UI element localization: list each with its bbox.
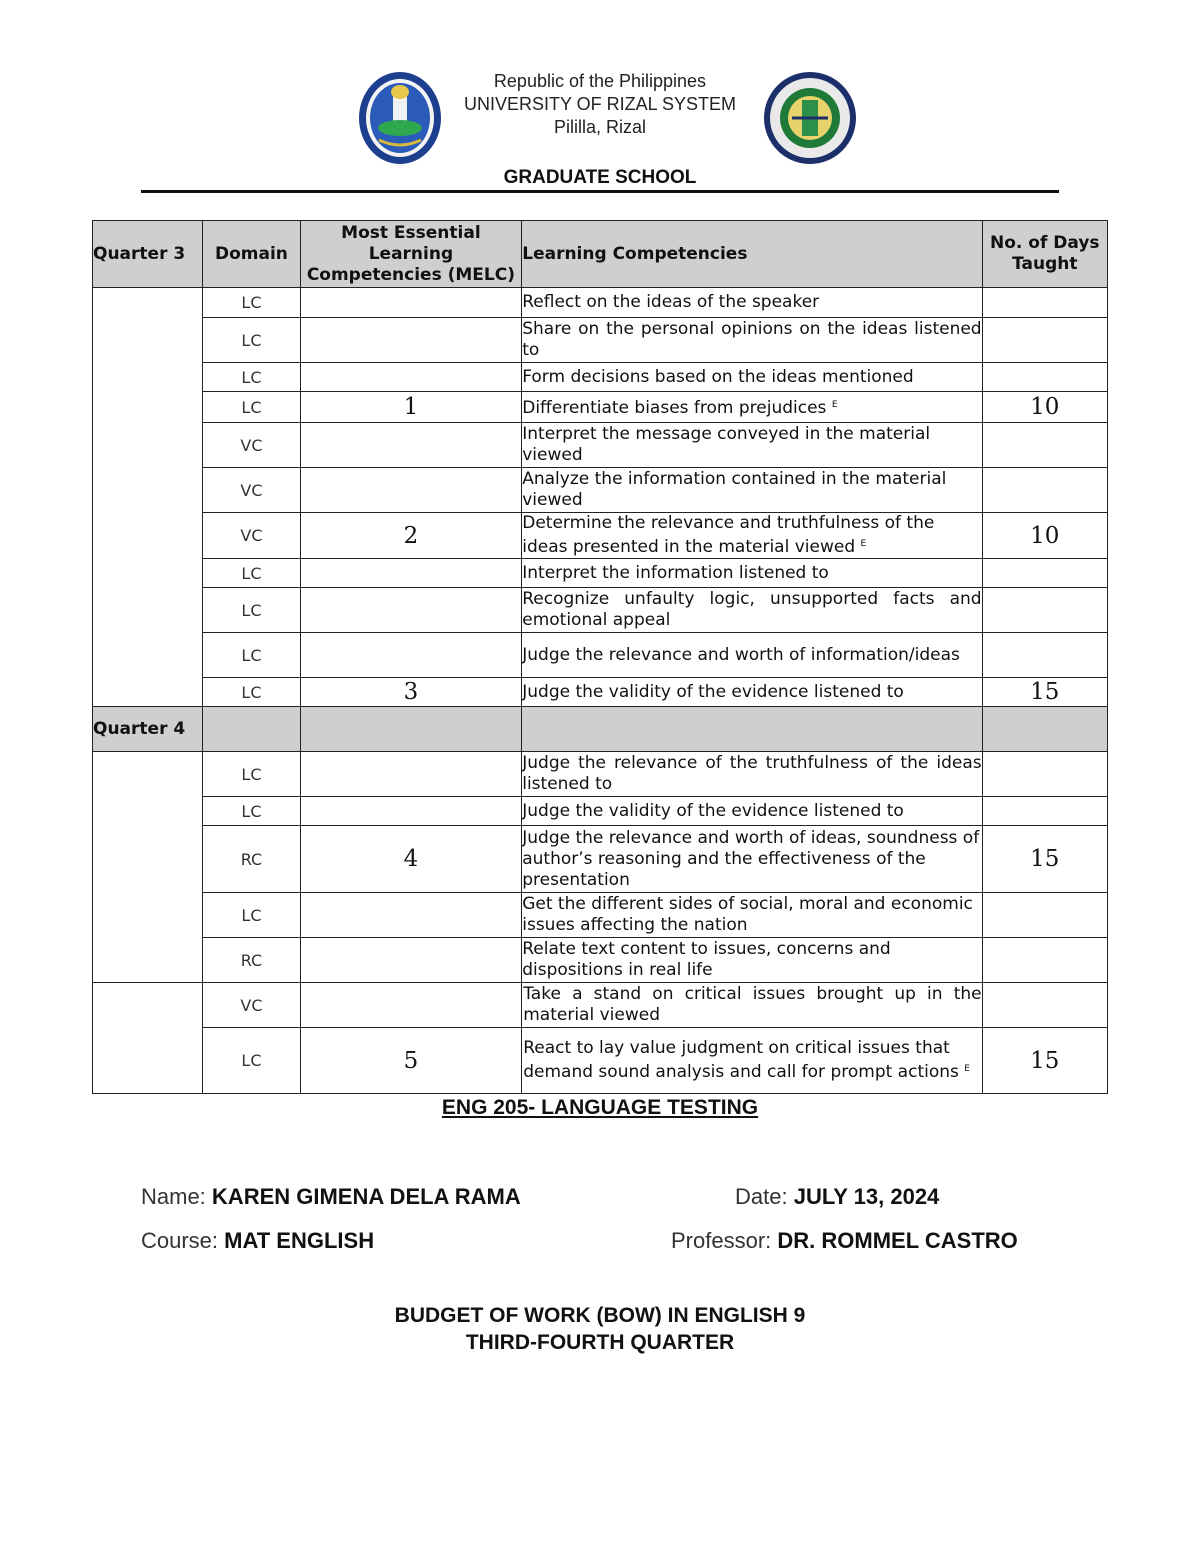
melc-cell: 2 [300,513,522,559]
name-field [141,1184,521,1210]
domain-cell: VC [203,983,300,1028]
grey-cell [522,707,982,752]
days-cell [982,468,1107,513]
days-cell [982,633,1107,678]
melc-cell: 4 [300,826,522,893]
melc-cell [300,318,522,363]
melc-cell: 5 [300,1028,522,1094]
melc-cell [300,797,522,826]
domain-cell: LC [203,318,300,363]
table-row [93,513,1108,559]
competency-cell [522,392,982,423]
quarter-4-cell [93,752,203,983]
competency-cell [522,1028,982,1094]
name-label: Name: [141,1184,206,1209]
melc-cell [300,983,522,1028]
days-cell [982,559,1107,588]
days-cell: 10 [982,392,1107,423]
course-value: MAT ENGLISH [224,1228,375,1253]
melc-header: Most Essential Learning Competencies (MELC) [300,221,522,288]
competency-cell: Recognize unfaulty logic, unsupported facts and emotional appeal [522,588,982,633]
table-header-row [93,221,1108,288]
date-label: Date: [735,1184,788,1209]
table-row [93,633,1108,678]
days-cell: 15 [982,1028,1107,1094]
competency-cell: Form decisions based on the ideas mentioned [522,363,982,392]
domain-cell: LC [203,559,300,588]
table-row [93,363,1108,392]
competencies-header: Learning Competencies [522,221,982,288]
table-row [93,983,1108,1028]
name-value: KAREN GIMENA DELA RAMA [211,1184,521,1209]
domain-cell: RC [203,938,300,983]
days-cell [982,288,1107,318]
grey-cell [982,707,1107,752]
table-row [93,318,1108,363]
domain-cell: LC [203,633,300,678]
table-row [93,288,1108,318]
competency-cell: Get the different sides of social, moral and economic issues affecting the nation [522,893,982,938]
quarter-4-extra-cell [93,983,203,1094]
professor-value: DR. ROMMEL CASTRO [777,1228,1018,1253]
competency-cell: Judge the relevance and worth of ideas, soundness of author’s reasoning and the effectiveness of the presentation [522,826,982,893]
competency-cell: Judge the relevance and worth of information/ideas [522,633,982,678]
competency-text: React to lay value judgment on critical issues that demand sound analysis and call for prompt actions [523,1038,959,1082]
table-row [93,588,1108,633]
course-label: Course: [141,1228,219,1253]
table-row [93,797,1108,826]
melc-cell [300,423,522,468]
grey-cell [203,707,300,752]
table-row [93,826,1108,893]
days-cell [982,797,1107,826]
bow-title-line2: THIRD-FOURTH QUARTER [465,1331,735,1354]
course-title: ENG 205- LANGUAGE TESTING [441,1096,759,1119]
competency-cell: Analyze the information contained in the material viewed [522,468,982,513]
melc-cell [300,893,522,938]
budget-of-work-table [92,220,1108,1094]
competency-cell: Interpret the message conveyed in the material viewed [522,423,982,468]
domain-cell: VC [203,423,300,468]
melc-cell [300,752,522,797]
days-cell [982,752,1107,797]
domain-cell: LC [203,392,300,423]
melc-cell [300,468,522,513]
essential-mark: E [831,400,838,410]
domain-cell: LC [203,678,300,707]
table-row [93,678,1108,707]
graduate-school-seal-logo [762,70,858,166]
days-header: No. of Days Taught [982,221,1107,288]
days-cell [982,588,1107,633]
melc-cell: 3 [300,678,522,707]
table-row [93,893,1108,938]
grey-cell [300,707,522,752]
melc-cell [300,559,522,588]
domain-cell: LC [203,363,300,392]
table-row [93,423,1108,468]
quarter-3-cell [93,288,203,707]
days-cell [982,893,1107,938]
course-field [141,1228,374,1254]
table-row [93,938,1108,983]
table-row [93,392,1108,423]
competency-cell: Share on the personal opinions on the ideas listened to [522,318,982,363]
days-cell [982,983,1107,1028]
letterhead [0,62,1200,172]
table-row [93,1028,1108,1094]
domain-cell: VC [203,468,300,513]
republic-line: Republic of the Philippines [493,71,707,91]
competency-cell [522,513,982,559]
domain-header: Domain [203,221,300,288]
bow-title-line1: BUDGET OF WORK (BOW) IN ENGLISH 9 [394,1304,806,1327]
quarter-header: Quarter 3 [93,221,203,288]
domain-cell: LC [203,588,300,633]
days-cell: 10 [982,513,1107,559]
melc-cell: 1 [300,392,522,423]
quarter-4-row [93,707,1108,752]
days-cell [982,938,1107,983]
date-field [735,1184,939,1210]
competency-text: Determine the relevance and truthfulness of the ideas presented in the material viewed [522,513,935,557]
competency-cell: Take a stand on critical issues brought up in the material viewed [522,983,982,1028]
domain-cell: VC [203,513,300,559]
table-row [93,468,1108,513]
melc-cell [300,633,522,678]
graduate-school-title: GRADUATE SCHOOL [503,167,697,188]
competency-cell: Relate text content to issues, concerns and dispositions in real life [522,938,982,983]
university-location: Pililla, Rizal [553,117,647,137]
university-name: UNIVERSITY OF RIZAL SYSTEM [463,94,737,114]
competency-cell: Judge the validity of the evidence listened to [522,797,982,826]
melc-cell [300,363,522,392]
essential-mark: E [964,1064,970,1074]
essential-mark: E [860,539,867,549]
melc-cell [300,588,522,633]
days-cell [982,318,1107,363]
table-row [93,559,1108,588]
bow-title [0,1302,1200,1356]
domain-cell: LC [203,797,300,826]
competency-cell: Reflect on the ideas of the speaker [522,288,982,318]
table-row [93,752,1108,797]
competency-cell: Judge the relevance of the truthfulness of the ideas listened to [522,752,982,797]
domain-cell: RC [203,826,300,893]
melc-cell [300,288,522,318]
days-cell [982,363,1107,392]
domain-cell: LC [203,893,300,938]
professor-label: Professor: [671,1228,772,1253]
domain-cell: LC [203,1028,300,1094]
domain-cell: LC [203,288,300,318]
days-cell [982,423,1107,468]
competency-text: Differentiate biases from prejudices [522,398,827,418]
competency-cell: Judge the validity of the evidence listened to [522,678,982,707]
melc-cell [300,938,522,983]
days-cell: 15 [982,678,1107,707]
professor-field [671,1228,1018,1254]
competency-cell: Interpret the information listened to [522,559,982,588]
header-divider [141,190,1059,193]
date-value: JULY 13, 2024 [793,1184,940,1209]
domain-cell: LC [203,752,300,797]
quarter-4-label: Quarter 4 [93,707,203,752]
days-cell: 15 [982,826,1107,893]
